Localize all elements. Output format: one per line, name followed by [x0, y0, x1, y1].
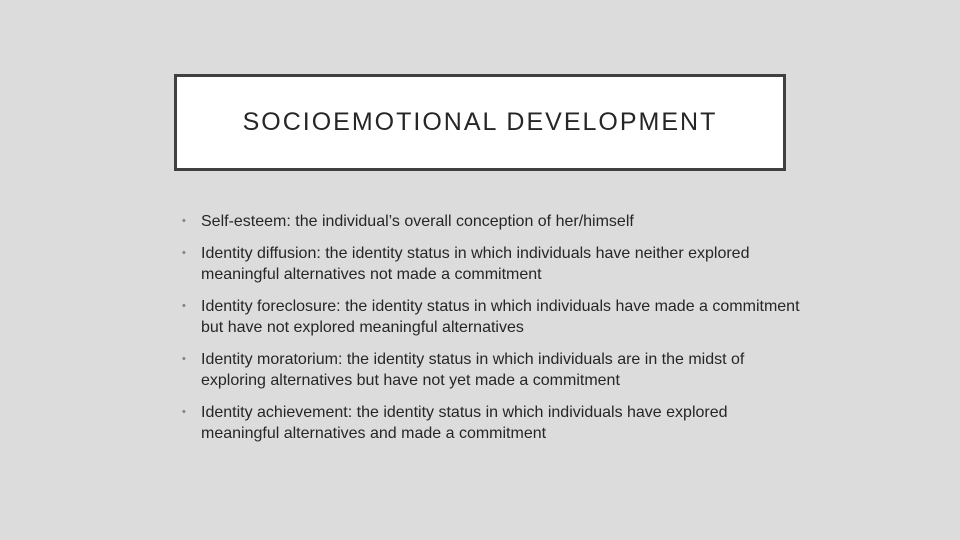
bullet-item: [182, 243, 802, 286]
title-box: [174, 74, 786, 171]
bullet-item: [182, 349, 802, 392]
bullet-item: [182, 211, 802, 233]
bullet-text: Identity moratorium: the identity status in which individuals are in the midst of exploring alternatives but have not yet made a commitment: [201, 350, 745, 389]
bullet-dot-icon: •: [182, 246, 186, 259]
bullet-dot-icon: •: [182, 405, 186, 418]
bullet-text: Self-esteem: the individual’s overall conception of her/himself: [201, 213, 634, 230]
bullet-text: Identity achievement: the identity status in which individuals have explored meaningful alternatives and made a commitment: [201, 403, 728, 442]
slide-title: SOCIOEMOTIONAL DEVELOPMENT: [242, 108, 718, 136]
bullet-list: [182, 211, 802, 455]
bullet-dot-icon: •: [182, 352, 186, 365]
bullet-item: [182, 296, 802, 339]
bullet-text: Identity foreclosure: the identity status in which individuals have made a commitment but have not explored meaningful alternatives: [201, 297, 800, 336]
bullet-dot-icon: •: [182, 299, 186, 312]
bullet-dot-icon: •: [182, 215, 186, 227]
bullet-item: [182, 402, 802, 445]
bullet-text: Identity diffusion: the identity status in which individuals have neither explored meaningful alternatives not made a commitment: [201, 244, 750, 283]
